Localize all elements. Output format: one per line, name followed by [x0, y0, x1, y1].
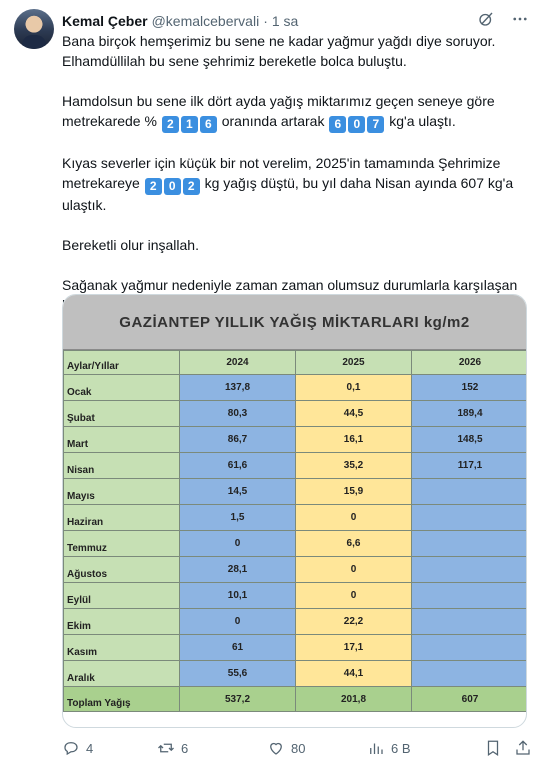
table-row: [64, 401, 528, 427]
value-cell: 117,1: [412, 453, 528, 479]
value-cell: [412, 661, 528, 687]
value-cell: 61,6: [180, 453, 296, 479]
views-icon: [367, 739, 385, 757]
value-cell: [412, 609, 528, 635]
value-cell: [412, 531, 528, 557]
value-cell: [412, 479, 528, 505]
value-cell: 0,1: [296, 375, 412, 401]
value-cell: 189,4: [412, 401, 528, 427]
views-button[interactable]: [367, 739, 467, 757]
tweet-header: [62, 11, 529, 31]
table-row: [64, 661, 528, 687]
table-header-row: [64, 351, 528, 375]
value-cell: 6,6: [296, 531, 412, 557]
p3-text-a: Kıyas severler için küçük bir not verelim, 2025'in tamamında Şehrimize metrekareye: [62, 155, 501, 191]
value-cell: 0: [296, 557, 412, 583]
value-cell: 86,7: [180, 427, 296, 453]
value-cell: [412, 557, 528, 583]
like-count: 80: [291, 740, 306, 756]
row-label-cell: Eylül: [64, 583, 180, 609]
p2-text-a: Hamdolsun bu sene ilk dört ayda yağış miktarımız geçen seneye göre metrekarede %: [62, 93, 495, 129]
row-label-cell: Temmuz: [64, 531, 180, 557]
tweet-image[interactable]: [62, 294, 527, 728]
value-cell: 0: [296, 583, 412, 609]
value-cell: 137,8: [180, 375, 296, 401]
p2-text-c: kg'a ulaştı.: [385, 113, 456, 129]
table-row: [64, 557, 528, 583]
keycap-digit: 0: [164, 178, 181, 195]
value-cell: 0: [180, 531, 296, 557]
reply-button[interactable]: [62, 739, 157, 757]
repost-count: 6: [181, 740, 189, 756]
value-cell: 17,1: [296, 635, 412, 661]
table-total-row: [64, 687, 528, 712]
keycap-digit: 2: [183, 178, 200, 195]
paragraph-5: Sağanak yağmur nedeniyle zaman zaman olumsuz durumlarla karşılaşan: [62, 277, 518, 293]
value-cell: 80,3: [180, 401, 296, 427]
view-count: 6 B: [391, 740, 411, 756]
keycap-digit: 2: [145, 178, 162, 195]
paragraph-2: [62, 91, 532, 133]
share-button[interactable]: [514, 739, 532, 757]
row-label-cell: Mayıs: [64, 479, 180, 505]
post-time[interactable]: 1 sa: [271, 13, 299, 29]
row-label-cell: Kasım: [64, 635, 180, 661]
value-cell: 10,1: [180, 583, 296, 609]
table-row: [64, 479, 528, 505]
value-cell: 1,5: [180, 505, 296, 531]
rainfall-table: [63, 350, 527, 712]
value-cell: 44,1: [296, 661, 412, 687]
row-label-cell: Haziran: [64, 505, 180, 531]
value-cell: [412, 583, 528, 609]
more-icon[interactable]: [511, 10, 529, 33]
table-row: [64, 531, 528, 557]
value-cell: 201,8: [296, 687, 412, 712]
row-label-cell: Şubat: [64, 401, 180, 427]
header-actions: [477, 10, 529, 33]
paragraph-3: [62, 153, 532, 215]
repost-icon: [157, 739, 175, 757]
p2-text-b: oranında artarak: [217, 113, 329, 129]
bookmark-button[interactable]: [484, 739, 502, 757]
keycap-digit: 6: [329, 116, 346, 133]
row-label-cell: Ekim: [64, 609, 180, 635]
table-row: [64, 375, 528, 401]
keycap-digit: 0: [348, 116, 365, 133]
value-cell: 55,6: [180, 661, 296, 687]
value-cell: 14,5: [180, 479, 296, 505]
value-cell: 2025: [296, 351, 412, 375]
avatar[interactable]: [14, 9, 54, 49]
row-label-cell: Nisan: [64, 453, 180, 479]
value-cell: 61: [180, 635, 296, 661]
repost-button[interactable]: [157, 739, 267, 757]
value-cell: 148,5: [412, 427, 528, 453]
value-cell: 2024: [180, 351, 296, 375]
reply-icon: [62, 739, 80, 757]
paragraph-1: Bana birçok hemşerimiz bu sene ne kadar yağmur yağdı diye soruyor. Elhamdüllilah bu sene şehrimiz bereketle bolca buluştu.: [62, 33, 496, 69]
keycap-digit: 1: [181, 116, 198, 133]
row-label-cell: Ocak: [64, 375, 180, 401]
value-cell: 44,5: [296, 401, 412, 427]
value-cell: 0: [296, 505, 412, 531]
value-cell: 607: [412, 687, 528, 712]
row-label-cell: Toplam Yağış: [64, 687, 180, 712]
value-cell: 28,1: [180, 557, 296, 583]
value-cell: 152: [412, 375, 528, 401]
keycap-digit: 6: [200, 116, 217, 133]
value-cell: [412, 505, 528, 531]
paragraph-4: Bereketli olur inşallah.: [62, 237, 199, 253]
table-row: [64, 453, 528, 479]
secondary-actions: [484, 739, 532, 757]
table-row: [64, 583, 528, 609]
action-bar: [62, 738, 532, 758]
table-row: [64, 635, 528, 661]
value-cell: 22,2: [296, 609, 412, 635]
p3-text-b: kg yağış düştü, bu yıl daha Nisan ayında 607 kg'a ulaştık.: [62, 175, 514, 213]
row-label-cell: Mart: [64, 427, 180, 453]
table-row: [64, 505, 528, 531]
like-button[interactable]: [267, 739, 367, 757]
row-label-cell: Aylar/Yıllar: [64, 351, 180, 375]
value-cell: [412, 635, 528, 661]
value-cell: 35,2: [296, 453, 412, 479]
row-label-cell: Aralık: [64, 661, 180, 687]
bookmark-icon: [484, 739, 502, 757]
value-cell: 16,1: [296, 427, 412, 453]
value-cell: 2026: [412, 351, 528, 375]
reply-count: 4: [86, 740, 94, 756]
separator: ·: [263, 13, 268, 29]
share-icon: [514, 739, 532, 757]
author-name[interactable]: Kemal Çeber: [62, 13, 148, 29]
table-title: GAZİANTEP YILLIK YAĞIŞ MİKTARLARI kg/m2: [63, 295, 526, 350]
value-cell: 0: [180, 609, 296, 635]
tweet-body: [62, 31, 532, 335]
table-row: [64, 427, 528, 453]
value-cell: 537,2: [180, 687, 296, 712]
keycap-digit: 2: [162, 116, 179, 133]
grok-icon[interactable]: [477, 10, 495, 33]
author-handle[interactable]: @kemalcebervali: [151, 13, 260, 29]
keycap-digit: 7: [367, 116, 384, 133]
table-row: [64, 609, 528, 635]
row-label-cell: Ağustos: [64, 557, 180, 583]
value-cell: 15,9: [296, 479, 412, 505]
like-icon: [267, 739, 285, 757]
